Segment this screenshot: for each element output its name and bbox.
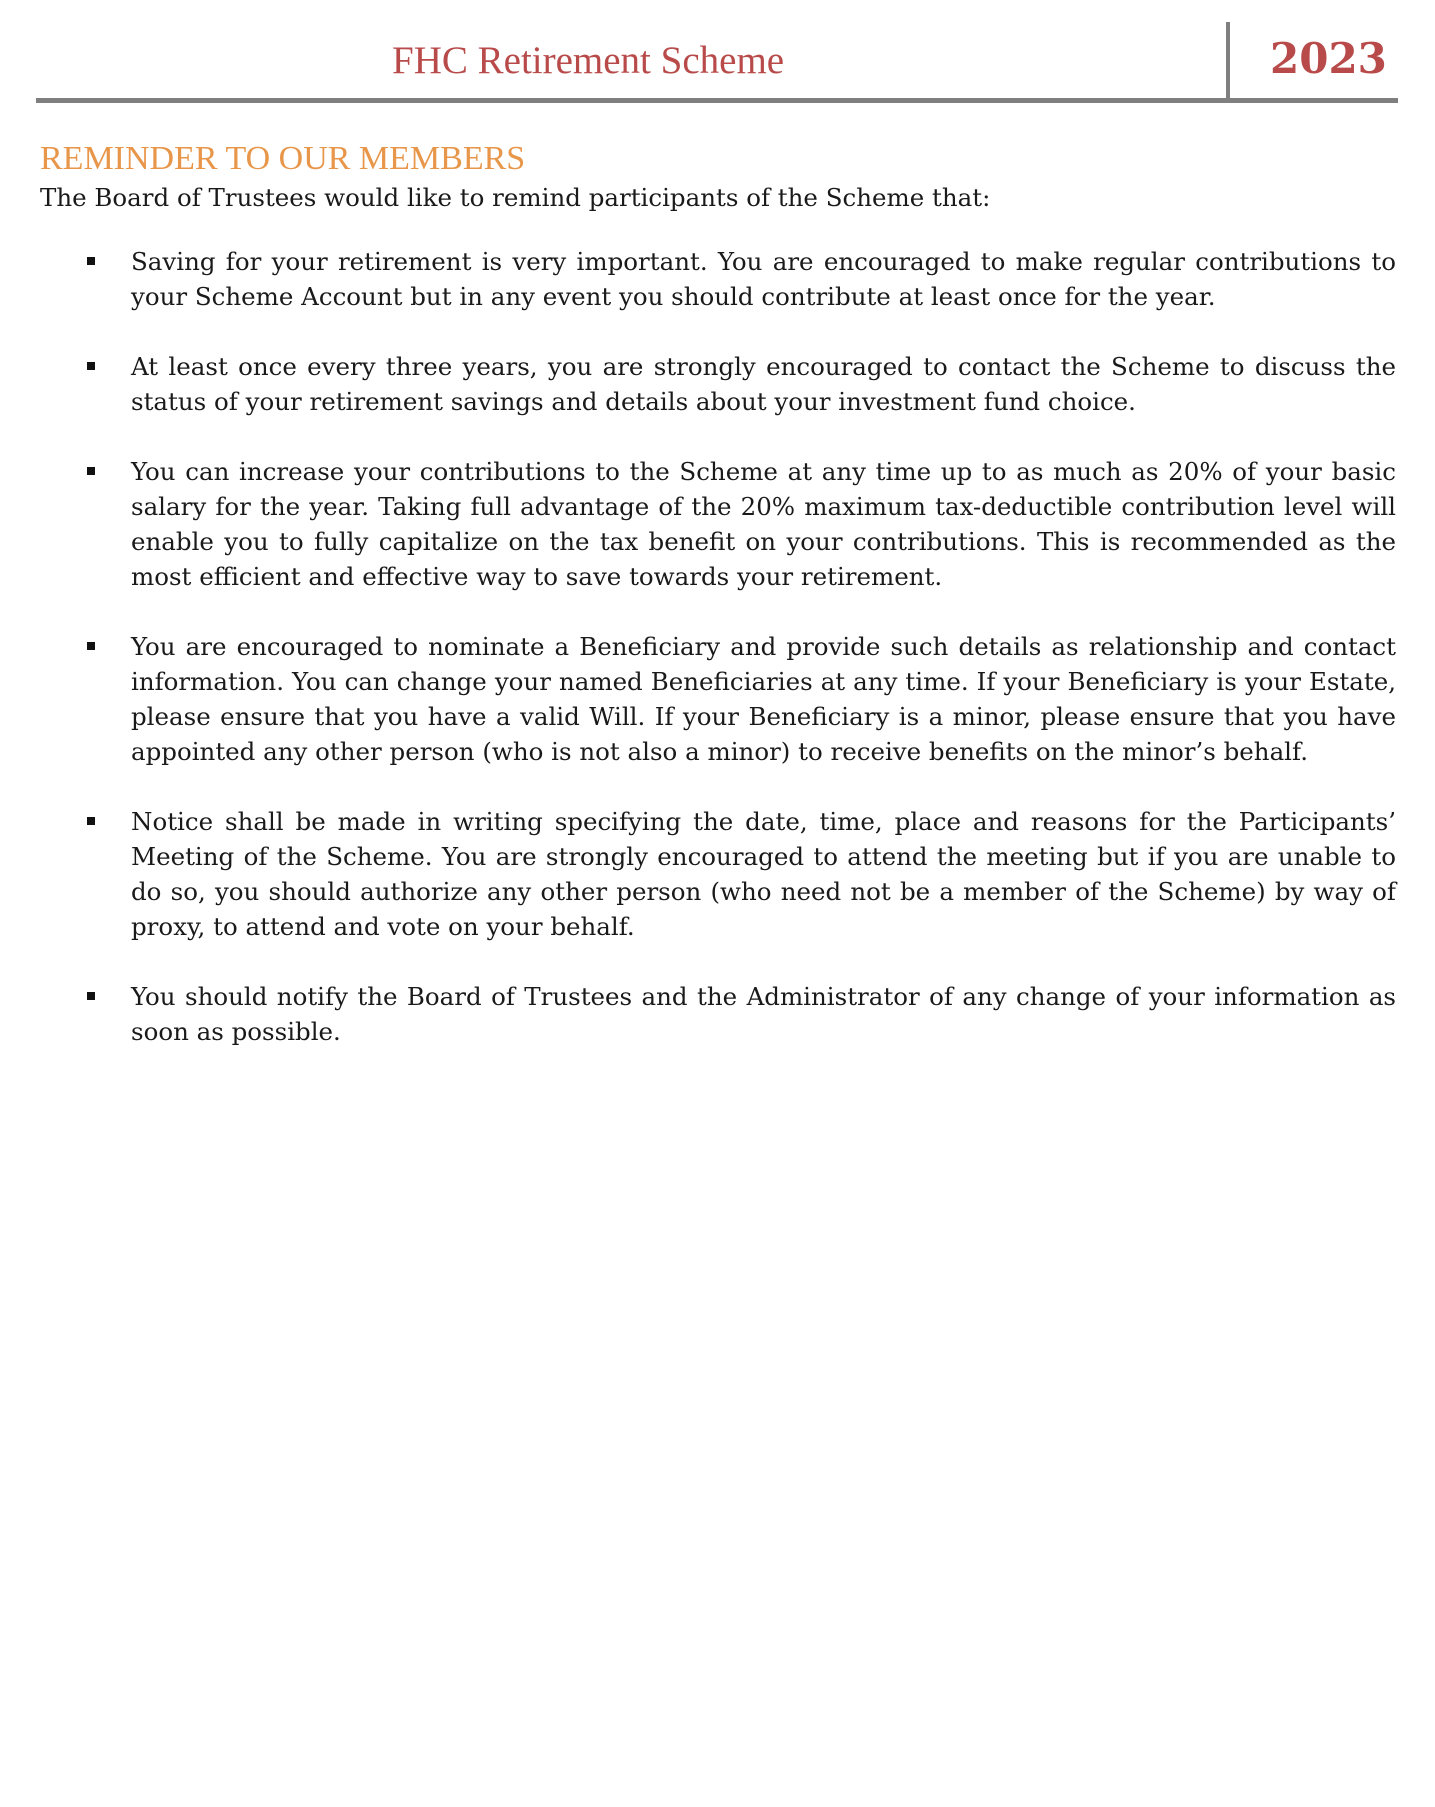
list-item [40,979,1396,1049]
list-item-text: You should notify the Board of Trustees and the Administrator of any change of your information as soon as possible. [131,982,1396,1046]
list-item [40,349,1396,419]
section-heading: REMINDER TO OUR MEMBERS [40,140,526,177]
list-item-text: You can increase your contributions to the Scheme at any time up to as much as 20% of your basic salary for the year. Taking full advantage of the 20% maximum tax-deductible contribution level will enable you to fully capitalize on the tax benefit on your contributions. This is recommended as the most efficient and effective way to save towards your retirement. [131,457,1396,591]
list-item-text: At least once every three years, you are strongly encouraged to contact the Scheme to discuss the status of your retirement savings and details about your investment fund choice. [131,352,1396,416]
list-item [40,804,1396,944]
page-content [40,140,1396,1084]
list-item-text: Notice shall be made in writing specifying the date, time, place and reasons for the Participants’ Meeting of the Scheme. You are strongly encouraged to attend the meeting but if you are unable to do so, you should authorize any other person (who need not be a member of the Scheme) by way of proxy, to attend and vote on your behalf. [131,807,1396,941]
intro-paragraph: The Board of Trustees would like to remind participants of the Scheme that: [40,183,991,212]
page-header [36,22,1398,104]
list-item [40,454,1396,594]
list-item-text: Saving for your retirement is very important. You are encouraged to make regular contributions to your Scheme Account but in any event you should contribute at least once for the year. [131,247,1396,311]
header-rule [36,98,1398,103]
list-item [40,629,1396,769]
reminder-list [40,244,1396,1049]
bullet-square-icon [87,257,95,265]
bullet-square-icon [87,642,95,650]
document-year: 2023 [1270,34,1387,83]
bullet-square-icon [87,467,95,475]
header-divider [1226,22,1230,100]
bullet-square-icon [87,362,95,370]
list-item-text: You are encouraged to nominate a Beneficiary and provide such details as relationship and contact information. You can change your named Beneficiaries at any time. If your Beneficiary is your Estate, please ensure that you have a valid Will. If your Beneficiary is a minor, please ensure that you have appointed any other person (who is not also a minor) to receive benefits on the minor’s behalf. [131,632,1396,766]
list-item [40,244,1396,314]
document-title: FHC Retirement Scheme [392,39,785,82]
bullet-square-icon [87,992,95,1000]
bullet-square-icon [87,817,95,825]
